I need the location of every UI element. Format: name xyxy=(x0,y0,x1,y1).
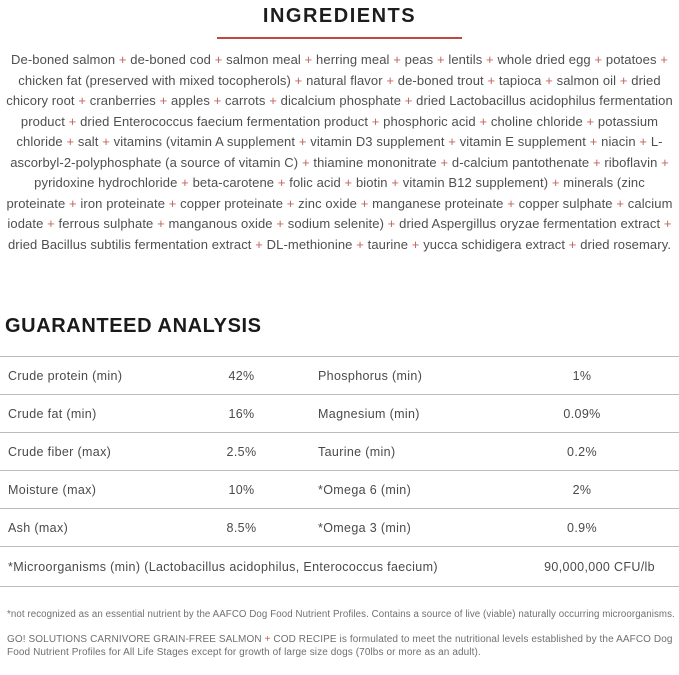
plus-separator: + xyxy=(586,113,595,129)
table-row xyxy=(0,471,679,509)
plus-separator: + xyxy=(404,93,413,108)
analysis-label: Phosphorus (min) xyxy=(318,368,423,383)
plus-separator: + xyxy=(440,154,449,170)
analysis-value: 0.2% xyxy=(567,444,597,459)
analysis-value: 42% xyxy=(228,368,255,383)
analysis-value: 1% xyxy=(572,368,592,383)
aafco-footnote: *not recognized as an essential nutrient by the AAFCO Dog Food Nutrient Profiles. Contains a source of live (viable) naturally occurring microorganisms. xyxy=(7,609,675,620)
guaranteed-analysis-title: GUARANTEED ANALYSIS xyxy=(5,315,262,337)
plus-separator: + xyxy=(276,216,285,231)
plus-separator: + xyxy=(619,72,628,88)
ingredients-text: De-boned salmon + de-boned cod + salmon meal + herring meal + peas + lentils + whole dried egg + potatoes + chicken fat (preserved with mixed tocopherols) + natural flavor + de-boned trout + tapioca + salmon oil + dried chicory root + cranberries + apples + carrots + dicalcium phosphate + dried Lactobacillus acidophilus fermentation product + dried Enterococcus faecium fermentation product + phosphoric acid + choline chloride + potassium chloride + salt + vitamins (vitamin A supplement + vitamin D3 supplement + vitamin E supplement + niacin + L-ascorbyl-2-polyphosphate (a source of vitamin C) + thiamine mononitrate + d-calcium pantothenate + riboflavin + pyridoxine hydrochloride + beta-carotene + folic acid + biotin + vitamin B12 supplement) + minerals (zinc proteinate + iron proteinate + copper proteinate + zinc oxide + manganese proteinate + copper sulphate + calcium iodate + ferrous sulphate + manganous oxide + sodium selenite) + dried Aspergillus oryzae fermentation extract + dried Bacillus subtilis fermentation extract + DL-methionine + taurine + yucca schidigera extract + dried rosemary. xyxy=(6,52,673,252)
plus-separator: + xyxy=(294,72,303,88)
plus-separator: + xyxy=(660,52,668,67)
analysis-label: *Omega 6 (min) xyxy=(318,482,412,497)
plus-separator: + xyxy=(411,236,420,252)
plus-separator: + xyxy=(487,72,496,88)
plus-separator: + xyxy=(393,52,401,67)
plus-separator: + xyxy=(47,216,55,231)
analysis-label: Taurine (min) xyxy=(318,444,396,459)
analysis-label: Magnesium (min) xyxy=(318,406,420,421)
plus-separator: + xyxy=(616,195,625,211)
plus-separator: + xyxy=(264,634,271,645)
plus-separator: + xyxy=(568,236,577,252)
plus-separator: + xyxy=(589,134,598,149)
plus-separator: + xyxy=(486,52,494,67)
plus-separator: + xyxy=(639,134,648,149)
plus-separator: + xyxy=(436,52,445,67)
plus-separator: + xyxy=(78,93,87,108)
analysis-value: 0.09% xyxy=(563,406,601,421)
plus-separator: + xyxy=(181,175,189,190)
plus-separator: + xyxy=(356,236,364,252)
analysis-value: 2.5% xyxy=(226,444,257,459)
plus-separator: + xyxy=(277,175,286,190)
plus-separator: + xyxy=(298,134,307,149)
plus-separator: + xyxy=(118,52,127,67)
analysis-label: Ash (max) xyxy=(8,520,69,535)
plus-separator: + xyxy=(507,195,515,211)
ingredients-title: INGREDIENTS xyxy=(262,5,417,27)
analysis-label: *Omega 3 (min) xyxy=(318,520,412,535)
analysis-label: Moisture (max) xyxy=(8,482,97,497)
plus-separator: + xyxy=(479,113,488,129)
plus-separator: + xyxy=(269,93,277,108)
plus-separator: + xyxy=(66,134,75,149)
plus-separator: + xyxy=(69,195,77,211)
plus-separator: + xyxy=(360,195,369,211)
title-underline xyxy=(217,37,462,39)
analysis-value: 10% xyxy=(228,482,255,497)
plus-separator: + xyxy=(168,195,177,211)
analysis-value: 16% xyxy=(228,406,255,421)
table-row xyxy=(0,509,679,547)
analysis-value: 8.5% xyxy=(226,520,257,535)
analysis-label: *Microorganisms (min) (Lactobacillus acidophilus, Enterococcus faecium) xyxy=(8,559,438,574)
plus-separator: + xyxy=(545,72,553,88)
analysis-value: 0.9% xyxy=(567,520,597,535)
plus-separator: + xyxy=(594,52,603,67)
plus-separator: + xyxy=(663,216,672,231)
analysis-label: Crude fiber (max) xyxy=(8,444,112,459)
table-row xyxy=(0,395,679,433)
plus-separator: + xyxy=(386,72,395,88)
analysis-value: 90,000,000 CFU/lb xyxy=(544,559,655,574)
plus-separator: + xyxy=(661,154,669,170)
analysis-label: Crude protein (min) xyxy=(8,368,123,383)
plus-separator: + xyxy=(255,236,263,252)
analysis-value: 2% xyxy=(572,482,592,497)
formulation-disclaimer: GO! SOLUTIONS CARNIVORE GRAIN-FREE SALMON + COD RECIPE is formulated to meet the nutritional levels established by the AAFCO Dog Food Nutrient Profiles for All Life Stages except for growth of large size dogs (70lbs or more as an adult). xyxy=(7,634,673,658)
table-row xyxy=(0,433,679,471)
plus-separator: + xyxy=(448,134,456,149)
plus-separator: + xyxy=(214,52,223,67)
plus-separator: + xyxy=(304,52,313,67)
plus-separator: + xyxy=(391,175,400,190)
guaranteed-analysis-table xyxy=(0,356,679,587)
plus-separator: + xyxy=(286,195,295,211)
plus-separator: + xyxy=(344,175,353,190)
plus-separator: + xyxy=(159,93,168,108)
plus-separator: + xyxy=(551,175,560,190)
plus-separator: + xyxy=(102,134,110,149)
plus-separator: + xyxy=(213,93,222,108)
plus-separator: + xyxy=(371,113,380,129)
ingredients-section xyxy=(0,5,679,255)
table-row xyxy=(0,357,679,395)
plus-separator: + xyxy=(301,154,310,170)
plus-separator: + xyxy=(157,216,165,231)
microorganisms-row xyxy=(0,547,679,587)
plus-separator: + xyxy=(68,113,77,129)
plus-separator: + xyxy=(592,154,601,170)
analysis-label: Crude fat (min) xyxy=(8,406,97,421)
plus-separator: + xyxy=(387,216,396,231)
